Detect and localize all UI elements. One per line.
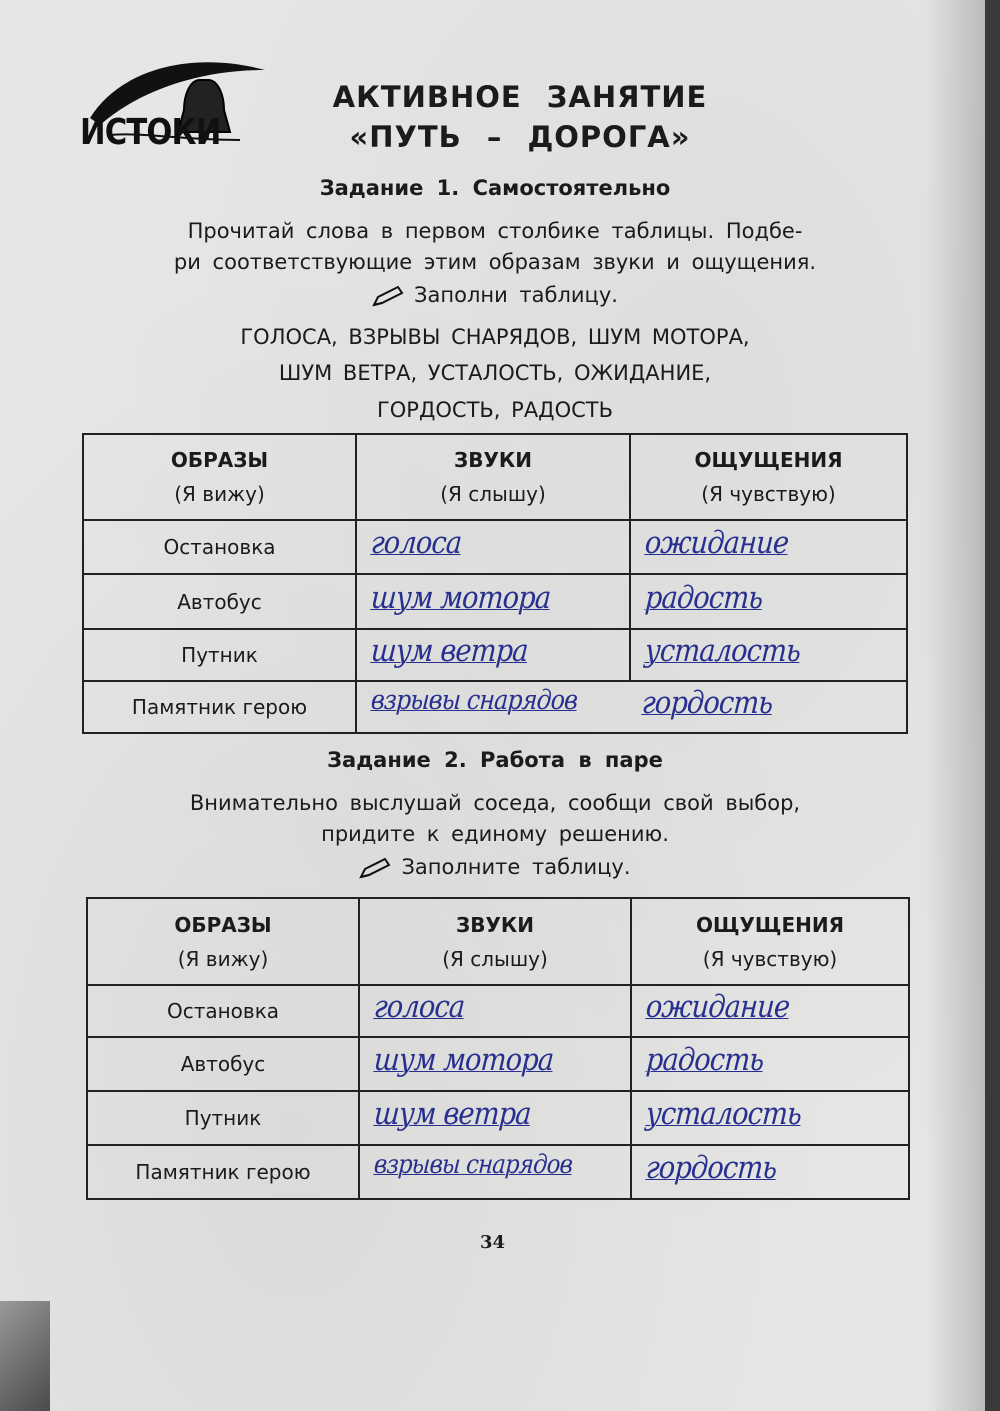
table2-header-images: ОБРАЗЫ (Я вижу): [87, 898, 359, 985]
table1-sound-cell[interactable]: [356, 520, 630, 574]
table-row: [87, 985, 909, 1037]
handwritten-answer: радость: [644, 1042, 765, 1078]
table2-header-feelings: ОЩУЩЕНИЯ (Я чувствую): [631, 898, 909, 985]
table2-feeling-cell[interactable]: [631, 1145, 909, 1199]
handwritten-answer: голоса: [369, 525, 463, 561]
table1-image-cell: Путник: [83, 629, 356, 681]
pencil-icon: [359, 857, 393, 879]
task2-heading: Задание 2. Работа в паре: [327, 748, 663, 772]
handwritten-answer: усталость: [644, 1096, 803, 1132]
table2: [86, 897, 910, 1200]
handwritten-answer: ожидание: [644, 989, 791, 1025]
table-row: [83, 520, 907, 574]
lesson-title-line2: «ПУТЬ – ДОРОГА»: [349, 120, 691, 154]
table2-sound-cell[interactable]: [359, 1145, 631, 1199]
table1-header-row: [83, 434, 907, 520]
pencil-icon: [372, 285, 406, 307]
handwritten-answer: голоса: [372, 989, 466, 1025]
table2-feeling-cell[interactable]: [631, 1091, 909, 1145]
table2-image-cell: Автобус: [87, 1037, 359, 1091]
lesson-title-line1: АКТИВНОЕ ЗАНЯТИЕ: [332, 80, 708, 114]
task1-words-line2: ШУМ ВЕТРА, УСТАЛОСТЬ, ОЖИДАНИЕ,: [278, 361, 712, 385]
table1-sound-cell[interactable]: [356, 629, 630, 681]
logo-text: ИСТОКИ: [80, 112, 221, 153]
handwritten-answer: шум мотора: [372, 1042, 555, 1078]
handwritten-answer: гордость: [640, 685, 774, 721]
table1-feeling-cell[interactable]: [630, 629, 907, 681]
table1-feeling-cell[interactable]: [630, 574, 907, 629]
table1-answer-cell[interactable]: [356, 681, 907, 733]
handwritten-answer: шум ветра: [372, 1096, 532, 1132]
handwritten-answer: гордость: [644, 1150, 778, 1186]
table2-header-row: [87, 898, 909, 985]
table-row: [83, 681, 907, 733]
task1-fill-in-label: Заполни таблицу.: [414, 283, 618, 307]
table2-image-cell: Путник: [87, 1091, 359, 1145]
task1-instruction-line2: ри соответствующие этим образам звуки и ощущения.: [173, 250, 817, 274]
table2-sound-cell[interactable]: [359, 985, 631, 1037]
table1-header-images: ОБРАЗЫ (Я вижу): [83, 434, 356, 520]
table-row: [83, 629, 907, 681]
table2-feeling-cell[interactable]: [631, 1037, 909, 1091]
handwritten-answer: взрывы снарядов: [370, 685, 579, 716]
task2-fill-in-label: Заполните таблицу.: [401, 855, 631, 879]
table2-image-cell: Остановка: [87, 985, 359, 1037]
table1-feeling-cell[interactable]: [630, 520, 907, 574]
table1-image-cell: Автобус: [83, 574, 356, 629]
table-row: [87, 1037, 909, 1091]
table1-header-feelings: ОЩУЩЕНИЯ (Я чувствую): [630, 434, 907, 520]
page-corner: [0, 1301, 50, 1411]
table1-header-sounds: ЗВУКИ (Я слышу): [356, 434, 630, 520]
table2-header-sounds: ЗВУКИ (Я слышу): [359, 898, 631, 985]
table2-feeling-cell[interactable]: [631, 985, 909, 1037]
table2-sound-cell[interactable]: [359, 1091, 631, 1145]
task1-heading: Задание 1. Самостоятельно: [319, 176, 671, 200]
table-row: [87, 1091, 909, 1145]
task2-fill-in: [80, 852, 910, 883]
handwritten-answer: взрывы снарядов: [373, 1150, 573, 1180]
table-row: [87, 1145, 909, 1199]
table1: [82, 433, 908, 734]
task1-words-line1: ГОЛОСА, ВЗРЫВЫ СНАРЯДОВ, ШУМ МОТОРА,: [240, 325, 750, 349]
handwritten-answer: радость: [643, 579, 764, 616]
handwritten-answer: шум мотора: [369, 579, 552, 616]
task1-fill-in: [80, 280, 910, 311]
task2-instruction-line2: придите к единому решению.: [321, 822, 669, 846]
table2-sound-cell[interactable]: [359, 1037, 631, 1091]
page-number: 34: [479, 1232, 506, 1253]
page-edge-shadow: [925, 0, 985, 1411]
table1-image-cell: Остановка: [83, 520, 356, 574]
handwritten-answer: усталость: [643, 633, 802, 669]
task1-words-line3: ГОРДОСТЬ, РАДОСТЬ: [376, 398, 614, 422]
table1-sound-cell[interactable]: [356, 574, 630, 629]
table2-image-cell: Памятник герою: [87, 1145, 359, 1199]
handwritten-answer: ожидание: [643, 525, 790, 561]
handwritten-answer: шум ветра: [369, 633, 529, 669]
table1-image-cell: Памятник герою: [83, 681, 356, 733]
table-row: [83, 574, 907, 629]
task2-instruction-line1: Внимательно выслушай соседа, сообщи свой выбор,: [189, 791, 801, 815]
task1-instruction-line1: Прочитай слова в первом столбике таблицы. Подбе-: [187, 219, 803, 243]
